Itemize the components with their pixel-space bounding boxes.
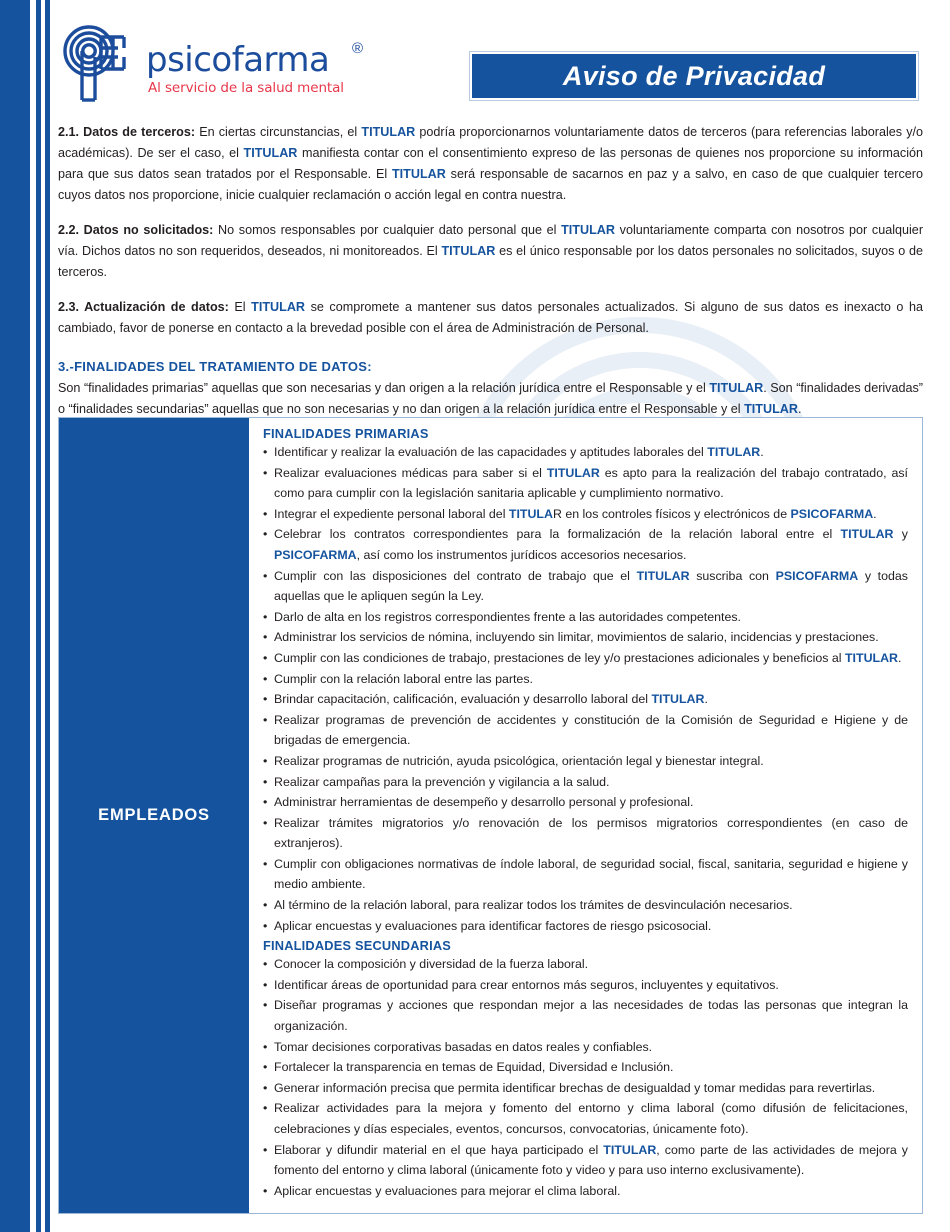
list-item: • Realizar programas de nutrición, ayuda psicológica, orientación legal y bienestar integral.: [263, 751, 908, 772]
list-item: • Fortalecer la transparencia en temas de Equidad, Diversidad e Inclusión.: [263, 1057, 908, 1078]
list-item: • Identificar y realizar la evaluación de las capacidades y aptitudes laborales del TITULAR.: [263, 442, 908, 463]
brand-tagline: Al servicio de la salud mental: [148, 80, 344, 96]
list-item: • Conocer la composición y diversidad de la fuerza laboral.: [263, 954, 908, 975]
list-item: • Cumplir con obligaciones normativas de índole laboral, de seguridad social, fiscal, sanitaria, seguridad e higiene y medio ambiente.: [263, 854, 908, 895]
table-row-header-empleados: [59, 418, 249, 1213]
paragraph-2-3: 2.3. Actualización de datos: El TITULAR se compromete a mantener sus datos personales actualizados. Si alguno de sus datos es inexacto o ha cambiado, favor de ponerse en contacto a la brevedad posible con el área de Administración de Personal.: [58, 300, 923, 335]
left-stripe-thin-2: [45, 0, 50, 1232]
page-header: [0, 0, 950, 118]
list-item: • Cumplir con las disposiciones del contrato de trabajo que el TITULAR suscriba con PSICOFARMA y todas aquellas que le apliquen según la Ley.: [263, 566, 908, 607]
list-item: • Realizar programas de prevención de accidentes y constitución de la Comisión de Seguridad e Higiene y de brigadas de emergencia.: [263, 710, 908, 751]
list-item: • Realizar actividades para la mejora y fomento del entorno y clima laboral (como difusión de felicitaciones, celebraciones y días especiales, eventos, concursos, convocatorias, únicamente foto).: [263, 1098, 908, 1139]
list-item: • Aplicar encuestas y evaluaciones para identificar factores de riesgo psicosocial.: [263, 916, 908, 937]
list-item: • Cumplir con las condiciones de trabajo, prestaciones de ley y/o prestaciones adicionales y beneficios al TITULAR.: [263, 648, 908, 669]
list-item: • Realizar trámites migratorios y/o renovación de los permisos migratorios correspondientes (en caso de extranjeros).: [263, 813, 908, 854]
list-item: • Elaborar y difundir material en el que haya participado el TITULAR, como parte de las actividades de mejora y fomento del entorno y clima laboral (únicamente foto y video y para uso interno exclusivamente).: [263, 1140, 908, 1181]
paragraph-2-1: 2.1. Datos de terceros: En ciertas circunstancias, el TITULAR podría proporcionarnos voluntariamente datos de terceros (para referencias laborales y/o académicas). De ser el caso, el TITULAR manifiesta contar con el consentimiento expreso de las personas de quienes nos proporcione su información para que sus datos sean tratados por el Responsable. El TITULAR será responsable de sacarnos en paz y a salvo, en caso de que cualquier tercero cuyos datos nos proporcione, inicie cualquier reclamación o acción legal en contra nuestra.: [58, 125, 923, 202]
left-stripe-thin-1: [36, 0, 41, 1232]
list-item: • Tomar decisiones corporativas basadas en datos reales y confiables.: [263, 1037, 908, 1058]
list-item: • Realizar campañas para la prevención y vigilancia a la salud.: [263, 772, 908, 793]
list-item: • Diseñar programas y acciones que respondan mejor a las necesidades de todas las personas que integran la organización.: [263, 995, 908, 1036]
list-item: • Identificar áreas de oportunidad para crear entornos más seguros, incluyentes y equitativos.: [263, 975, 908, 996]
list-item: • Realizar evaluaciones médicas para saber si el TITULAR es apto para la realización del trabajo contratado, así como para cumplir con la legislación sanitaria aplicable y cumplimiento normativo.: [263, 463, 908, 504]
list-item: • Brindar capacitación, calificación, evaluación y desarrollo laboral del TITULAR.: [263, 689, 908, 710]
document-title-bar: [470, 52, 918, 100]
section-3-heading: 3.-FINALIDADES DEL TRATAMIENTO DE DATOS:: [58, 359, 372, 374]
list-item: • Al término de la relación laboral, para realizar todos los trámites de desvinculación necesarios.: [263, 895, 908, 916]
brand-wordmark: psicofarma: [146, 40, 330, 80]
primary-purposes-list: [263, 442, 908, 936]
purposes-table: [58, 417, 923, 1214]
secondary-purposes-list: [263, 954, 908, 1201]
list-item: • Administrar herramientas de desempeño y desarrollo personal y profesional.: [263, 792, 908, 813]
list-item: • Aplicar encuestas y evaluaciones para mejorar el clima laboral.: [263, 1181, 908, 1202]
list-item: • Darlo de alta en los registros correspondientes frente a las autoridades competentes.: [263, 607, 908, 628]
primary-purposes-heading: FINALIDADES PRIMARIAS: [263, 426, 429, 441]
left-stripe-wide: [0, 0, 30, 1232]
list-item: • Administrar los servicios de nómina, incluyendo sin limitar, movimientos de salario, incidencias y prestaciones.: [263, 627, 908, 648]
table-row-label: EMPLEADOS: [98, 806, 210, 825]
page-title: Aviso de Privacidad: [562, 60, 826, 91]
list-item: • Generar información precisa que permita identificar brechas de desigualdad y tomar medidas para revertirlas.: [263, 1078, 908, 1099]
section-3-intro: Son “finalidades primarias” aquellas que son necesarias y dan origen a la relación jurídica entre el Responsable y el TITULAR. Son “finalidades derivadas” o “finalidades secundarias” aquellas que no son necesarias y no dan origen a la relación jurídica entre el Responsable y el TITULAR.: [58, 381, 923, 416]
psicofarma-logo-icon: [58, 24, 140, 102]
registered-trademark-icon: ®: [352, 40, 364, 57]
paragraph-2-2: 2.2. Datos no solicitados: No somos responsables por cualquier dato personal que el TITULAR voluntariamente comparta con nosotros por cualquier vía. Dichos datos no son requeridos, deseados, ni monitoreados. El TITULAR es el único responsable por los datos personales no solicitados, suyos o de terceros.: [58, 223, 924, 279]
table-cell-purposes: [249, 418, 922, 1213]
list-item: • Celebrar los contratos correspondientes para la formalización de la relación laboral entre el TITULAR y PSICOFARMA, así como los instrumentos jurídicos accesorios necesarios.: [263, 524, 908, 565]
secondary-purposes-heading: FINALIDADES SECUNDARIAS: [263, 938, 452, 954]
document-body: [58, 122, 923, 434]
list-item: • Integrar el expediente personal laboral del TITULAR en los controles físicos y electrónicos de PSICOFARMA.: [263, 504, 908, 525]
brand-logo: [58, 24, 388, 104]
list-item: • Cumplir con la relación laboral entre las partes.: [263, 669, 908, 690]
